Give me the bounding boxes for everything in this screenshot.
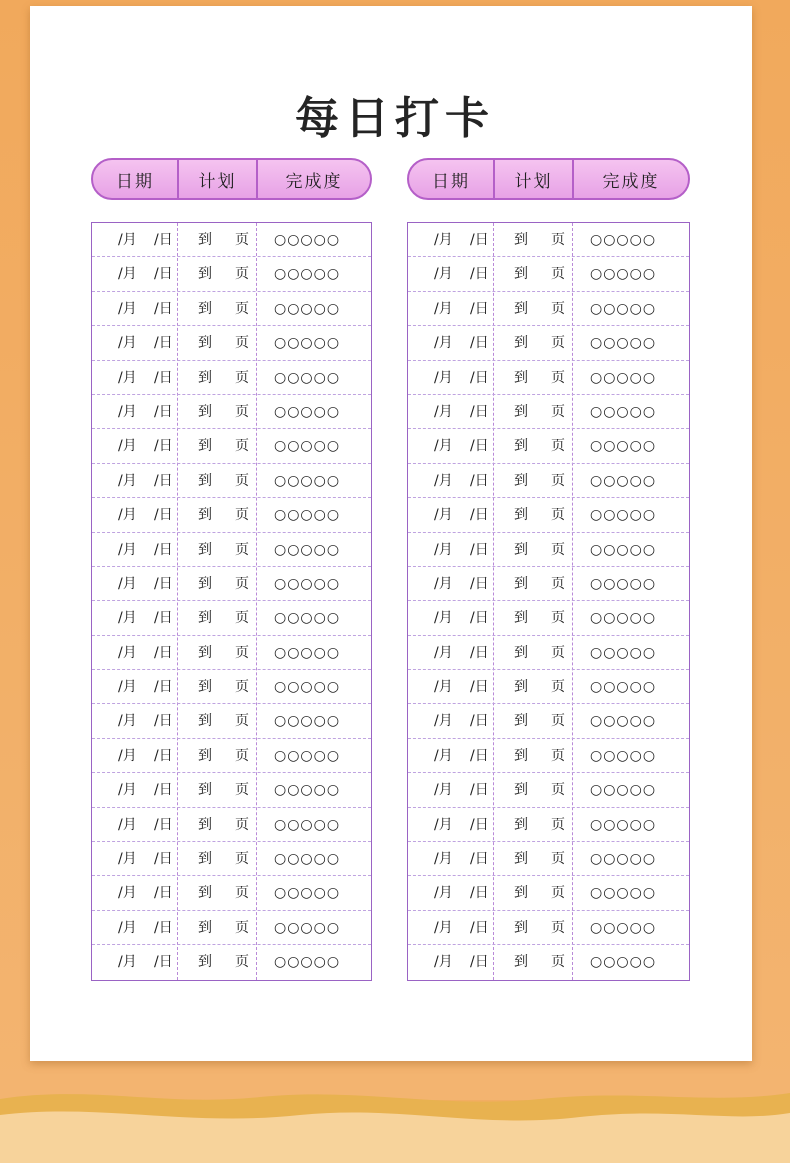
page-label: 页 <box>235 335 249 352</box>
month-field: /月 <box>118 782 137 799</box>
completion-circles[interactable]: ○○○○○ <box>590 472 657 489</box>
table-row <box>92 945 371 979</box>
to-label: 到 <box>514 472 528 489</box>
day-field: /日 <box>470 335 489 352</box>
page-label: 页 <box>551 438 565 455</box>
to-label: 到 <box>514 541 528 558</box>
day-field: /日 <box>154 851 173 868</box>
table-row <box>92 670 371 704</box>
day-field: /日 <box>154 713 173 730</box>
month-field: /月 <box>434 232 453 248</box>
to-label: 到 <box>514 679 528 696</box>
month-field: /月 <box>118 851 137 868</box>
month-field: /月 <box>118 232 137 248</box>
table-row <box>92 429 371 463</box>
page-label: 页 <box>551 507 565 524</box>
to-label: 到 <box>514 610 528 627</box>
month-field: /月 <box>434 816 453 833</box>
day-field: /日 <box>154 300 173 317</box>
completion-circles[interactable]: ○○○○○ <box>274 747 341 764</box>
page-label: 页 <box>235 541 249 558</box>
table-row <box>408 223 689 257</box>
month-field: /月 <box>118 954 137 971</box>
to-label: 到 <box>514 747 528 764</box>
day-field: /日 <box>154 816 173 833</box>
table-row <box>92 464 371 498</box>
to-label: 到 <box>514 954 528 971</box>
completion-circles[interactable]: ○○○○○ <box>274 816 341 833</box>
table-row <box>408 911 689 945</box>
month-field: /月 <box>118 747 137 764</box>
to-label: 到 <box>514 266 528 283</box>
month-field: /月 <box>118 713 137 730</box>
table-row <box>92 567 371 601</box>
to-label: 到 <box>198 782 212 799</box>
page-label: 页 <box>551 919 565 936</box>
month-field: /月 <box>434 403 453 420</box>
month-field: /月 <box>434 266 453 283</box>
table-row <box>408 670 689 704</box>
completion-circles[interactable]: ○○○○○ <box>274 507 341 524</box>
month-field: /月 <box>118 919 137 936</box>
checkin-table-left <box>91 222 372 981</box>
to-label: 到 <box>198 369 212 386</box>
to-label: 到 <box>198 816 212 833</box>
day-field: /日 <box>470 541 489 558</box>
month-field: /月 <box>434 438 453 455</box>
completion-circles[interactable]: ○○○○○ <box>590 919 657 936</box>
day-field: /日 <box>470 679 489 696</box>
completion-circles[interactable]: ○○○○○ <box>274 369 341 386</box>
to-label: 到 <box>198 403 212 420</box>
month-field: /月 <box>118 610 137 627</box>
day-field: /日 <box>154 472 173 489</box>
to-label: 到 <box>198 335 212 352</box>
completion-circles[interactable]: ○○○○○ <box>590 335 657 352</box>
page-label: 页 <box>235 507 249 524</box>
to-label: 到 <box>198 644 212 661</box>
page-label: 页 <box>551 954 565 971</box>
table-row <box>408 361 689 395</box>
completion-circles[interactable]: ○○○○○ <box>590 851 657 868</box>
day-field: /日 <box>154 575 173 592</box>
month-field: /月 <box>434 885 453 902</box>
table-row <box>92 739 371 773</box>
month-field: /月 <box>434 954 453 971</box>
page-label: 页 <box>551 747 565 764</box>
table-row <box>408 808 689 842</box>
page-label: 页 <box>235 885 249 902</box>
to-label: 到 <box>198 300 212 317</box>
page-label: 页 <box>235 403 249 420</box>
month-field: /月 <box>118 679 137 696</box>
page-label: 页 <box>235 438 249 455</box>
table-row <box>408 567 689 601</box>
table-row <box>408 326 689 360</box>
month-field: /月 <box>434 335 453 352</box>
page-label: 页 <box>235 919 249 936</box>
table-row <box>408 601 689 635</box>
month-field: /月 <box>434 610 453 627</box>
completion-circles[interactable]: ○○○○○ <box>590 679 657 696</box>
day-field: /日 <box>154 885 173 902</box>
completion-circles[interactable]: ○○○○○ <box>274 782 341 799</box>
completion-circles[interactable]: ○○○○○ <box>590 954 657 971</box>
day-field: /日 <box>154 679 173 696</box>
completion-circles[interactable]: ○○○○○ <box>590 438 657 455</box>
completion-circles[interactable]: ○○○○○ <box>590 782 657 799</box>
month-field: /月 <box>118 300 137 317</box>
to-label: 到 <box>198 679 212 696</box>
completion-circles[interactable]: ○○○○○ <box>590 541 657 558</box>
table-row <box>92 773 371 807</box>
to-label: 到 <box>198 919 212 936</box>
completion-circles[interactable]: ○○○○○ <box>274 851 341 868</box>
page-title: 每日打卡 <box>295 93 495 144</box>
table-row <box>92 601 371 635</box>
day-field: /日 <box>154 438 173 455</box>
to-label: 到 <box>514 919 528 936</box>
page-label: 页 <box>235 575 249 592</box>
to-label: 到 <box>198 610 212 627</box>
month-field: /月 <box>434 851 453 868</box>
month-field: /月 <box>118 575 137 592</box>
completion-circles[interactable]: ○○○○○ <box>590 816 657 833</box>
month-field: /月 <box>434 300 453 317</box>
completion-circles[interactable]: ○○○○○ <box>274 644 341 661</box>
to-label: 到 <box>514 851 528 868</box>
table-row <box>408 636 689 670</box>
table-row <box>408 498 689 532</box>
completion-circles[interactable]: ○○○○○ <box>590 885 657 902</box>
table-header-left <box>91 158 372 200</box>
month-field: /月 <box>118 369 137 386</box>
completion-circles[interactable]: ○○○○○ <box>590 644 657 661</box>
page-label: 页 <box>235 232 249 248</box>
table-row <box>92 326 371 360</box>
month-field: /月 <box>118 644 137 661</box>
completion-circles[interactable]: ○○○○○ <box>274 541 341 558</box>
completion-circles[interactable]: ○○○○○ <box>590 575 657 592</box>
page-label: 页 <box>235 713 249 730</box>
page-label: 页 <box>235 300 249 317</box>
page-label: 页 <box>551 713 565 730</box>
completion-circles[interactable]: ○○○○○ <box>590 232 657 248</box>
completion-circles[interactable]: ○○○○○ <box>274 335 341 352</box>
page-label: 页 <box>551 816 565 833</box>
table-row <box>408 945 689 979</box>
month-field: /月 <box>118 885 137 902</box>
day-field: /日 <box>470 575 489 592</box>
page-label: 页 <box>551 644 565 661</box>
table-row <box>408 739 689 773</box>
to-label: 到 <box>198 541 212 558</box>
page-label: 页 <box>235 644 249 661</box>
to-label: 到 <box>198 266 212 283</box>
month-field: /月 <box>434 782 453 799</box>
day-field: /日 <box>470 507 489 524</box>
table-row <box>92 876 371 910</box>
completion-circles[interactable]: ○○○○○ <box>274 300 341 317</box>
page-label: 页 <box>551 335 565 352</box>
day-field: /日 <box>470 747 489 764</box>
to-label: 到 <box>198 232 212 248</box>
to-label: 到 <box>514 713 528 730</box>
completion-circles[interactable]: ○○○○○ <box>590 610 657 627</box>
table-row <box>408 395 689 429</box>
day-field: /日 <box>470 266 489 283</box>
table-row <box>92 395 371 429</box>
table-row <box>408 429 689 463</box>
page-label: 页 <box>551 472 565 489</box>
day-field: /日 <box>470 851 489 868</box>
table-row <box>92 911 371 945</box>
completion-circles[interactable]: ○○○○○ <box>274 679 341 696</box>
month-field: /月 <box>118 472 137 489</box>
month-field: /月 <box>118 335 137 352</box>
month-field: /月 <box>434 575 453 592</box>
table-row <box>408 842 689 876</box>
completion-circles[interactable]: ○○○○○ <box>274 472 341 489</box>
month-field: /月 <box>118 507 137 524</box>
table-row <box>408 292 689 326</box>
completion-circles[interactable]: ○○○○○ <box>590 747 657 764</box>
day-field: /日 <box>470 610 489 627</box>
completion-circles[interactable]: ○○○○○ <box>274 266 341 283</box>
to-label: 到 <box>514 369 528 386</box>
day-field: /日 <box>470 919 489 936</box>
table-header-right <box>407 158 690 200</box>
checkin-table-right <box>407 222 690 981</box>
month-field: /月 <box>434 713 453 730</box>
to-label: 到 <box>198 507 212 524</box>
completion-circles[interactable]: ○○○○○ <box>590 300 657 317</box>
table-row <box>408 533 689 567</box>
completion-circles[interactable]: ○○○○○ <box>274 713 341 730</box>
day-field: /日 <box>470 300 489 317</box>
month-field: /月 <box>118 816 137 833</box>
table-row <box>92 533 371 567</box>
page-label: 页 <box>551 610 565 627</box>
day-field: /日 <box>470 885 489 902</box>
table-row <box>92 498 371 532</box>
page-label: 页 <box>235 266 249 283</box>
header-completion: 完成度 <box>285 171 343 192</box>
day-field: /日 <box>470 232 489 248</box>
page-label: 页 <box>235 851 249 868</box>
header-date: 日期 <box>93 160 179 198</box>
day-field: /日 <box>154 335 173 352</box>
day-field: /日 <box>154 232 173 248</box>
page-label: 页 <box>551 266 565 283</box>
to-label: 到 <box>514 335 528 352</box>
page-label: 页 <box>235 610 249 627</box>
to-label: 到 <box>514 816 528 833</box>
to-label: 到 <box>198 747 212 764</box>
day-field: /日 <box>154 369 173 386</box>
day-field: /日 <box>470 782 489 799</box>
completion-circles[interactable]: ○○○○○ <box>274 575 341 592</box>
completion-circles[interactable]: ○○○○○ <box>590 403 657 420</box>
completion-circles[interactable]: ○○○○○ <box>274 954 341 971</box>
page-label: 页 <box>235 782 249 799</box>
header-date: 日期 <box>409 160 495 198</box>
page-label: 页 <box>235 369 249 386</box>
table-row <box>408 257 689 291</box>
table-row <box>92 292 371 326</box>
page-label: 页 <box>235 816 249 833</box>
completion-circles[interactable]: ○○○○○ <box>274 403 341 420</box>
page-label: 页 <box>551 575 565 592</box>
to-label: 到 <box>198 713 212 730</box>
to-label: 到 <box>514 507 528 524</box>
to-label: 到 <box>198 438 212 455</box>
month-field: /月 <box>434 747 453 764</box>
completion-circles[interactable]: ○○○○○ <box>274 232 341 248</box>
page-label: 页 <box>551 232 565 248</box>
month-field: /月 <box>434 679 453 696</box>
to-label: 到 <box>514 232 528 248</box>
to-label: 到 <box>514 885 528 902</box>
to-label: 到 <box>514 300 528 317</box>
page-label: 页 <box>551 403 565 420</box>
month-field: /月 <box>118 438 137 455</box>
day-field: /日 <box>154 782 173 799</box>
table-row <box>92 223 371 257</box>
day-field: /日 <box>470 954 489 971</box>
to-label: 到 <box>198 851 212 868</box>
day-field: /日 <box>154 403 173 420</box>
day-field: /日 <box>154 644 173 661</box>
page-label: 页 <box>235 954 249 971</box>
page-label: 页 <box>235 472 249 489</box>
header-completion: 完成度 <box>602 171 660 192</box>
table-row <box>408 704 689 738</box>
table-row <box>408 464 689 498</box>
to-label: 到 <box>514 438 528 455</box>
page-label: 页 <box>235 679 249 696</box>
table-row <box>92 704 371 738</box>
completion-circles[interactable]: ○○○○○ <box>274 885 341 902</box>
month-field: /月 <box>118 403 137 420</box>
table-row <box>92 361 371 395</box>
page-label: 页 <box>551 300 565 317</box>
page-label: 页 <box>551 885 565 902</box>
page-label: 页 <box>551 369 565 386</box>
table-row <box>92 257 371 291</box>
table-row <box>408 773 689 807</box>
completion-circles[interactable]: ○○○○○ <box>274 438 341 455</box>
month-field: /月 <box>434 541 453 558</box>
to-label: 到 <box>198 885 212 902</box>
header-plan: 计划 <box>495 160 574 198</box>
table-row <box>408 876 689 910</box>
page-label: 页 <box>235 747 249 764</box>
month-field: /月 <box>434 644 453 661</box>
day-field: /日 <box>470 472 489 489</box>
page-label: 页 <box>551 851 565 868</box>
day-field: /日 <box>470 403 489 420</box>
table-row <box>92 636 371 670</box>
to-label: 到 <box>198 472 212 489</box>
month-field: /月 <box>434 472 453 489</box>
month-field: /月 <box>434 919 453 936</box>
day-field: /日 <box>154 747 173 764</box>
month-field: /月 <box>118 541 137 558</box>
completion-circles[interactable]: ○○○○○ <box>590 369 657 386</box>
page-label: 页 <box>551 782 565 799</box>
day-field: /日 <box>154 610 173 627</box>
day-field: /日 <box>470 369 489 386</box>
page-label: 页 <box>551 679 565 696</box>
day-field: /日 <box>470 816 489 833</box>
to-label: 到 <box>514 575 528 592</box>
completion-circles[interactable]: ○○○○○ <box>274 919 341 936</box>
day-field: /日 <box>470 644 489 661</box>
month-field: /月 <box>118 266 137 283</box>
to-label: 到 <box>514 403 528 420</box>
completion-circles[interactable]: ○○○○○ <box>590 507 657 524</box>
day-field: /日 <box>154 507 173 524</box>
table-row <box>92 842 371 876</box>
table-row <box>92 808 371 842</box>
to-label: 到 <box>514 644 528 661</box>
completion-circles[interactable]: ○○○○○ <box>590 266 657 283</box>
header-plan: 计划 <box>179 160 258 198</box>
month-field: /月 <box>434 507 453 524</box>
to-label: 到 <box>198 575 212 592</box>
wave-decoration <box>0 1085 790 1163</box>
page-label: 页 <box>551 541 565 558</box>
to-label: 到 <box>198 954 212 971</box>
day-field: /日 <box>154 266 173 283</box>
day-field: /日 <box>154 954 173 971</box>
to-label: 到 <box>514 782 528 799</box>
completion-circles[interactable]: ○○○○○ <box>590 713 657 730</box>
day-field: /日 <box>154 541 173 558</box>
day-field: /日 <box>470 438 489 455</box>
month-field: /月 <box>434 369 453 386</box>
completion-circles[interactable]: ○○○○○ <box>274 610 341 627</box>
day-field: /日 <box>470 713 489 730</box>
day-field: /日 <box>154 919 173 936</box>
